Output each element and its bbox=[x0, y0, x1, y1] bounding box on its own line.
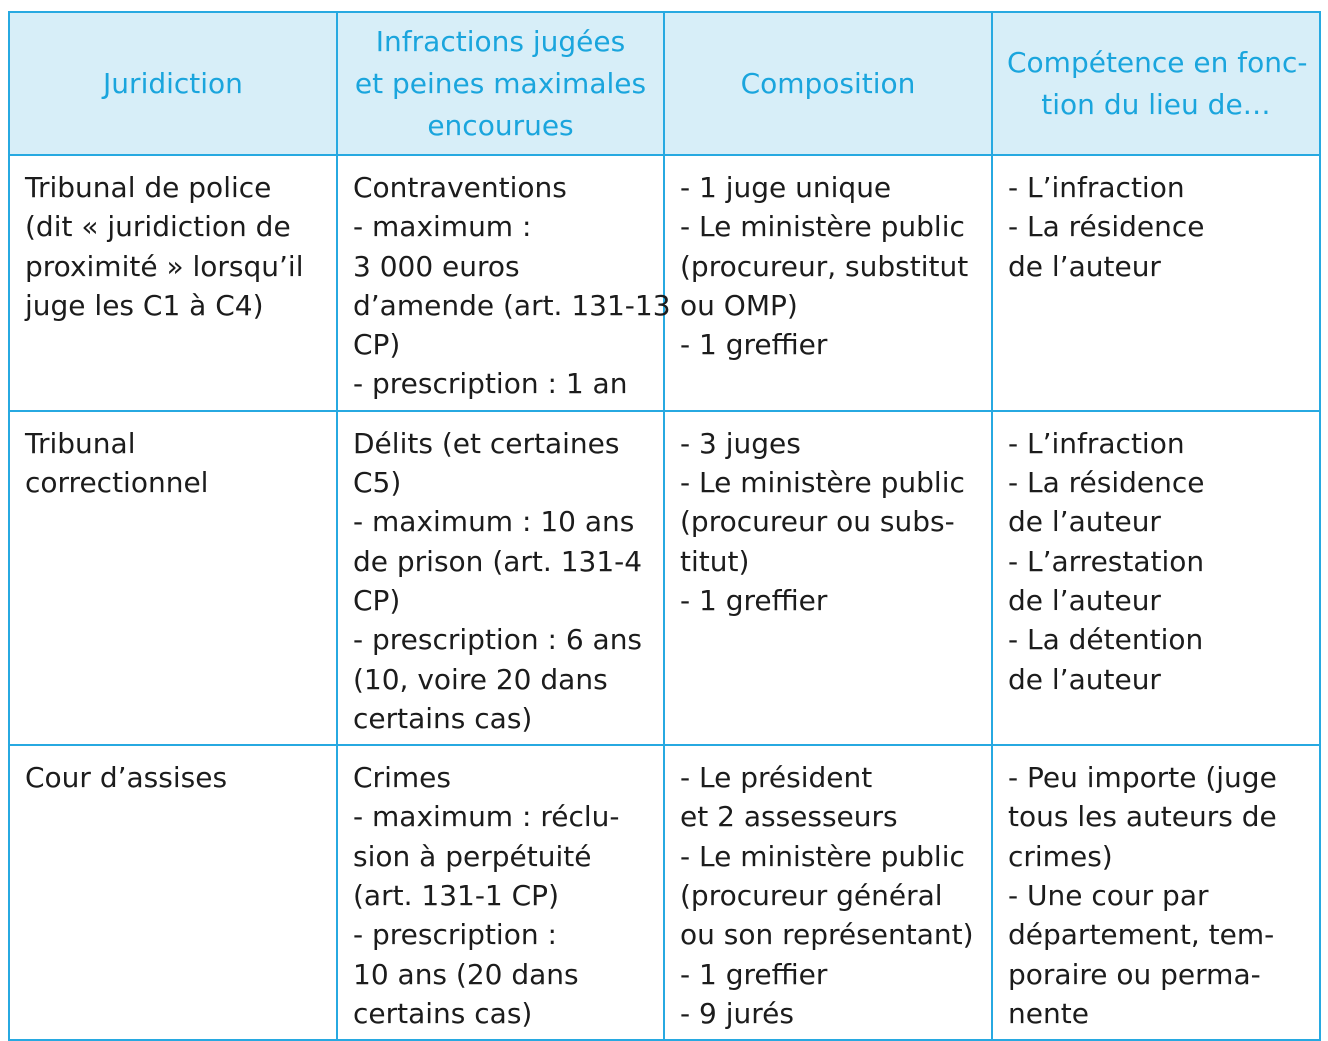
cell-line: de l’auteur bbox=[1008, 505, 1161, 539]
cell-line: - 1 juge unique bbox=[680, 171, 892, 204]
cell-line: certains cas) bbox=[353, 701, 533, 735]
header-line: encourues bbox=[427, 108, 574, 142]
cell-juridiction bbox=[9, 411, 337, 745]
cell-line: - Le ministère public bbox=[680, 839, 965, 873]
cell-line: correctionnel bbox=[25, 466, 209, 500]
cell-line: 10 ans (20 dans bbox=[353, 957, 579, 991]
cell-line: (10, voire 20 dans bbox=[353, 662, 608, 696]
cell-line: et 2 assesseurs bbox=[680, 800, 898, 834]
cell-infractions bbox=[337, 411, 664, 745]
cell-line: - Le ministère public bbox=[680, 210, 965, 244]
header-line: et peines maximales bbox=[354, 66, 647, 100]
cell-line: ou OMP) bbox=[680, 288, 798, 322]
cell-line: proximité » lorsqu’il bbox=[25, 249, 304, 283]
cell-line: crimes) bbox=[1008, 839, 1113, 873]
cell-competence bbox=[992, 411, 1320, 745]
header-competence bbox=[992, 12, 1320, 155]
cell-line: - prescription : bbox=[353, 918, 557, 952]
header-line: Composition bbox=[740, 66, 916, 100]
cell-line: (dit « juridiction de bbox=[25, 210, 291, 244]
cell-line: - maximum : réclu- bbox=[353, 800, 620, 834]
cell-line: - Peu importe (juge bbox=[1008, 761, 1277, 795]
header-line: tion du lieu de… bbox=[1041, 87, 1271, 121]
cell-line: Crimes bbox=[353, 761, 451, 795]
cell-line: ou son représentant) bbox=[680, 918, 974, 952]
cell-line: - L’infraction bbox=[1008, 426, 1185, 460]
cell-line: - 1 greffier bbox=[680, 957, 828, 991]
cell-line: tous les auteurs de bbox=[1008, 800, 1277, 834]
cell-line: - La résidence bbox=[1008, 466, 1205, 500]
cell-line: (procureur ou subs- bbox=[680, 505, 955, 539]
cell-composition bbox=[664, 411, 992, 745]
cell-line: - 9 jurés bbox=[680, 996, 794, 1030]
cell-line: 3 000 euros bbox=[353, 249, 520, 283]
cell-line: (procureur général bbox=[680, 879, 943, 913]
cell-line: de l’auteur bbox=[1008, 662, 1161, 696]
cell-line: - 3 juges bbox=[680, 426, 801, 460]
cell-line: - maximum : 10 ans bbox=[353, 505, 635, 539]
cell-line: d’amende (art. 131-13 bbox=[353, 288, 671, 322]
juridictions-table bbox=[8, 11, 1321, 1041]
header-line: Compétence en fonc- bbox=[1007, 45, 1308, 79]
header-infractions bbox=[337, 12, 664, 155]
cell-infractions bbox=[337, 745, 664, 1040]
cell-line: - prescription : 1 an bbox=[353, 367, 628, 401]
cell-line: Tribunal bbox=[25, 426, 136, 460]
table-row bbox=[9, 745, 1320, 1040]
cell-line: certains cas) bbox=[353, 996, 533, 1030]
cell-line: juge les C1 à C4) bbox=[25, 288, 264, 322]
cell-line: - La résidence bbox=[1008, 210, 1205, 244]
cell-line: Délits (et certaines bbox=[353, 426, 620, 460]
cell-line: Contraventions bbox=[353, 171, 567, 204]
cell-line: sion à perpétuité bbox=[353, 839, 592, 873]
header-line: Infractions jugées bbox=[375, 24, 626, 58]
cell-composition bbox=[664, 155, 992, 411]
cell-line: C5) bbox=[353, 466, 402, 500]
cell-line: - 1 greffier bbox=[680, 328, 828, 362]
cell-line: département, tem- bbox=[1008, 918, 1275, 952]
header-line: Juridiction bbox=[103, 66, 243, 100]
cell-competence bbox=[992, 745, 1320, 1040]
cell-line: (art. 131-1 CP) bbox=[353, 879, 559, 913]
header-juridiction bbox=[9, 12, 337, 155]
cell-line: de l’auteur bbox=[1008, 249, 1161, 283]
cell-line: CP) bbox=[353, 328, 401, 362]
cell-line: CP) bbox=[353, 583, 401, 617]
cell-line: - 1 greffier bbox=[680, 583, 828, 617]
cell-juridiction bbox=[9, 155, 337, 411]
cell-line: poraire ou perma- bbox=[1008, 957, 1261, 991]
cell-line: - L’infraction bbox=[1008, 171, 1185, 204]
cell-line: - maximum : bbox=[353, 210, 532, 244]
cell-line: de l’auteur bbox=[1008, 583, 1161, 617]
cell-line: nente bbox=[1008, 996, 1089, 1030]
cell-line: - Le ministère public bbox=[680, 466, 965, 500]
cell-line: - prescription : 6 ans bbox=[353, 623, 643, 657]
cell-line: titut) bbox=[680, 544, 750, 578]
cell-line: Cour d’assises bbox=[25, 761, 228, 795]
table-row bbox=[9, 411, 1320, 745]
header-row bbox=[9, 12, 1320, 155]
cell-composition bbox=[664, 745, 992, 1040]
cell-juridiction bbox=[9, 745, 337, 1040]
cell-line: - L’arrestation bbox=[1008, 544, 1205, 578]
cell-line: Tribunal de police bbox=[25, 171, 272, 204]
cell-line: - La détention bbox=[1008, 623, 1204, 657]
cell-infractions bbox=[337, 155, 671, 411]
cell-line: (procureur, substitut bbox=[680, 249, 969, 283]
cell-line: - Une cour par bbox=[1008, 879, 1209, 913]
table-row bbox=[9, 155, 1320, 411]
cell-line: - Le président bbox=[680, 761, 873, 795]
cell-competence bbox=[992, 155, 1320, 411]
header-composition bbox=[664, 12, 992, 155]
cell-line: de prison (art. 131-4 bbox=[353, 544, 643, 578]
